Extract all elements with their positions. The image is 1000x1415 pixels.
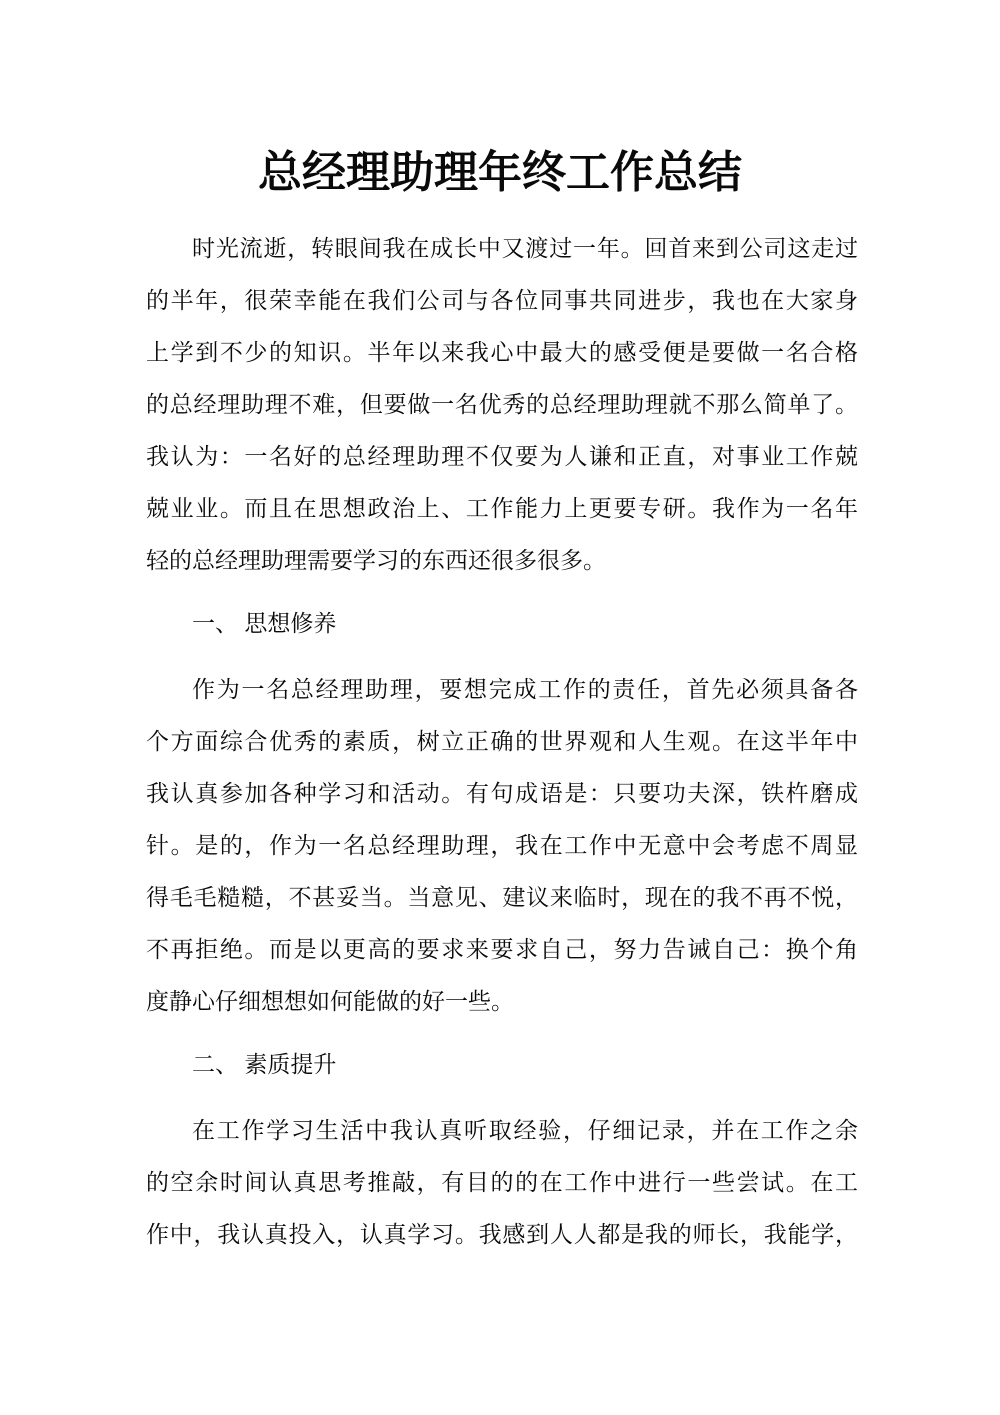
document-title: 总经理助理年终工作总结 — [258, 148, 742, 197]
text-line: 兢业业。而且在思想政治上、工作能力上更要专研。我作为一名年 — [146, 495, 858, 521]
document-body — [146, 222, 858, 1260]
text-line: 针。是的，作为一名总经理助理，我在工作中无意中会考虑不周显 — [146, 832, 858, 858]
paragraph — [146, 222, 858, 586]
paragraph — [146, 663, 858, 1027]
text-line: 不再拒绝。而是以更高的要求来要求自己，努力告诫自己：换个角 — [146, 936, 858, 962]
text-line: 上学到不少的知识。半年以来我心中最大的感受便是要做一名合格 — [146, 339, 858, 365]
text-line: 作为一名总经理助理，要想完成工作的责任，首先必须具备各 — [192, 676, 858, 702]
text-line: 个方面综合优秀的素质，树立正确的世界观和人生观。在这半年中 — [146, 728, 858, 754]
text-line: 作中，我认真投入，认真学习。我感到人人都是我的师长，我能学， — [146, 1221, 858, 1247]
text-line: 在工作学习生活中我认真听取经验，仔细记录，并在工作之余 — [192, 1117, 858, 1143]
text-line: 时光流逝，转眼间我在成长中又渡过一年。回首来到公司这走过 — [192, 235, 858, 261]
text-line: 的总经理助理不难，但要做一名优秀的总经理助理就不那么简单了。 — [146, 391, 858, 417]
text-line: 我认真参加各种学习和活动。有句成语是：只要功夫深，铁杵磨成 — [146, 780, 858, 806]
section-heading: 一、 思想修养 — [192, 610, 337, 636]
section-heading: 二、 素质提升 — [192, 1051, 337, 1077]
text-line: 度静心仔细想想如何能做的好一些。 — [146, 988, 514, 1014]
paragraph — [146, 1104, 858, 1260]
text-line: 的空余时间认真思考推敲，有目的的在工作中进行一些尝试。在工 — [146, 1169, 858, 1195]
text-line: 轻的总经理助理需要学习的东西还很多很多。 — [146, 547, 606, 573]
text-line: 的半年，很荣幸能在我们公司与各位同事共同进步，我也在大家身 — [146, 287, 858, 313]
text-line: 得毛毛糙糙，不甚妥当。当意见、建议来临时，现在的我不再不悦， — [146, 884, 858, 910]
text-line: 我认为：一名好的总经理助理不仅要为人谦和正直，对事业工作兢 — [146, 443, 858, 469]
